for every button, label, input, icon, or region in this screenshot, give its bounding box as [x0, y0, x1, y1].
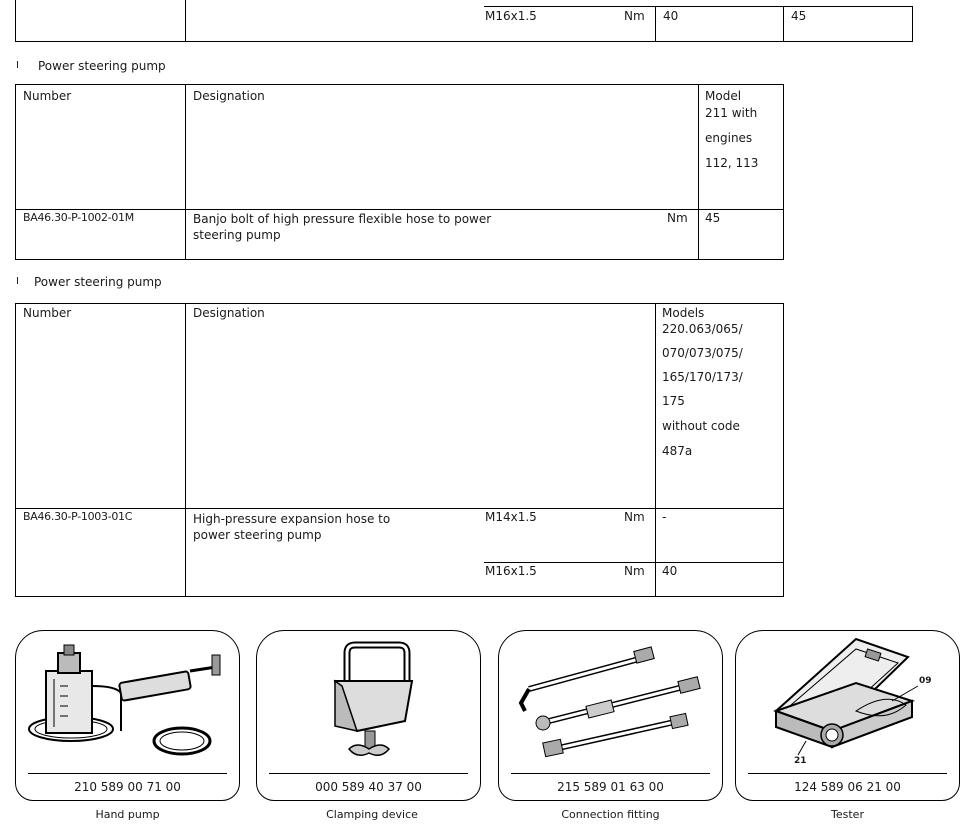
section2-model-line-1: Models: [662, 306, 705, 320]
section2-model-line-3: 070/073/075/: [662, 346, 743, 360]
section1-heading: Power steering pump: [38, 59, 166, 73]
section1-row-number: BA46.30-P-1002-01M: [23, 211, 134, 224]
tool-part-number: 000 589 40 37 00: [269, 773, 468, 800]
section1-marker: I: [16, 60, 19, 71]
section1-designation-header: Designation: [193, 89, 265, 103]
section2-sub1-unit: Nm: [624, 510, 645, 524]
section2-sub2-value: 40: [662, 564, 678, 578]
tool-caption: Tester: [831, 808, 864, 821]
section2-designation-header: Designation: [193, 306, 265, 320]
tool-part-number: 124 589 06 21 00: [748, 773, 947, 800]
section2-model-line-6: without code: [662, 419, 740, 433]
section2-number-header: Number: [23, 306, 72, 320]
section1-row-value: 45: [705, 211, 721, 225]
tool-card-tester: [735, 630, 960, 801]
section2-row-number: BA46.30-P-1003-01C: [23, 510, 133, 523]
section1-number-header: Number: [23, 89, 72, 103]
section2-marker: I: [16, 276, 19, 287]
tool-part-number: 215 589 01 63 00: [511, 773, 710, 800]
clamping-device-icon: [257, 631, 482, 771]
section1-row-designation: Banjo bolt of high pressure flexible hose to power steering pump: [193, 212, 492, 242]
top-value-2: 45: [791, 9, 807, 23]
section2-model-line-2: 220.063/065/: [662, 322, 743, 336]
tool-card-connection-fitting: [498, 630, 723, 801]
tester-icon: [736, 631, 961, 771]
callout-21: 21: [794, 756, 807, 766]
section2-model-line-7: 487a: [662, 444, 693, 458]
section2-sub1-value: -: [662, 510, 667, 524]
top-thread: M16x1.5: [485, 9, 537, 23]
section2-heading: Power steering pump: [34, 275, 162, 289]
tool-part-number: 210 589 00 71 00: [28, 773, 227, 800]
section2-model-line-4: 165/170/173/: [662, 370, 743, 384]
tool-caption: Connection fitting: [561, 808, 660, 821]
section2-model-line-5: 175: [662, 394, 685, 408]
connection-fitting-icon: [499, 631, 724, 771]
tool-card-hand-pump: [15, 630, 240, 801]
top-value-1: 40: [663, 9, 679, 23]
section1-model-line-3: engines: [705, 131, 753, 145]
section2-sub1-thread: M14x1.5: [485, 510, 537, 524]
callout-09: 09: [919, 676, 932, 686]
tool-card-clamping-device: [256, 630, 481, 801]
tool-caption: Clamping device: [326, 808, 418, 821]
top-unit: Nm: [624, 9, 645, 23]
section1-model-line-4: 112, 113: [705, 156, 759, 170]
section1-model-line-2: 211 with: [705, 106, 758, 120]
section2-sub2-thread: M16x1.5: [485, 564, 537, 578]
tool-caption: Hand pump: [95, 808, 160, 821]
section2-row-designation: High-pressure expansion hose to power steering pump: [193, 512, 391, 542]
hand-pump-icon: [16, 631, 241, 771]
section1-model-line-1: Model: [705, 89, 742, 103]
section1-row-unit: Nm: [667, 211, 688, 225]
section2-sub2-unit: Nm: [624, 564, 645, 578]
